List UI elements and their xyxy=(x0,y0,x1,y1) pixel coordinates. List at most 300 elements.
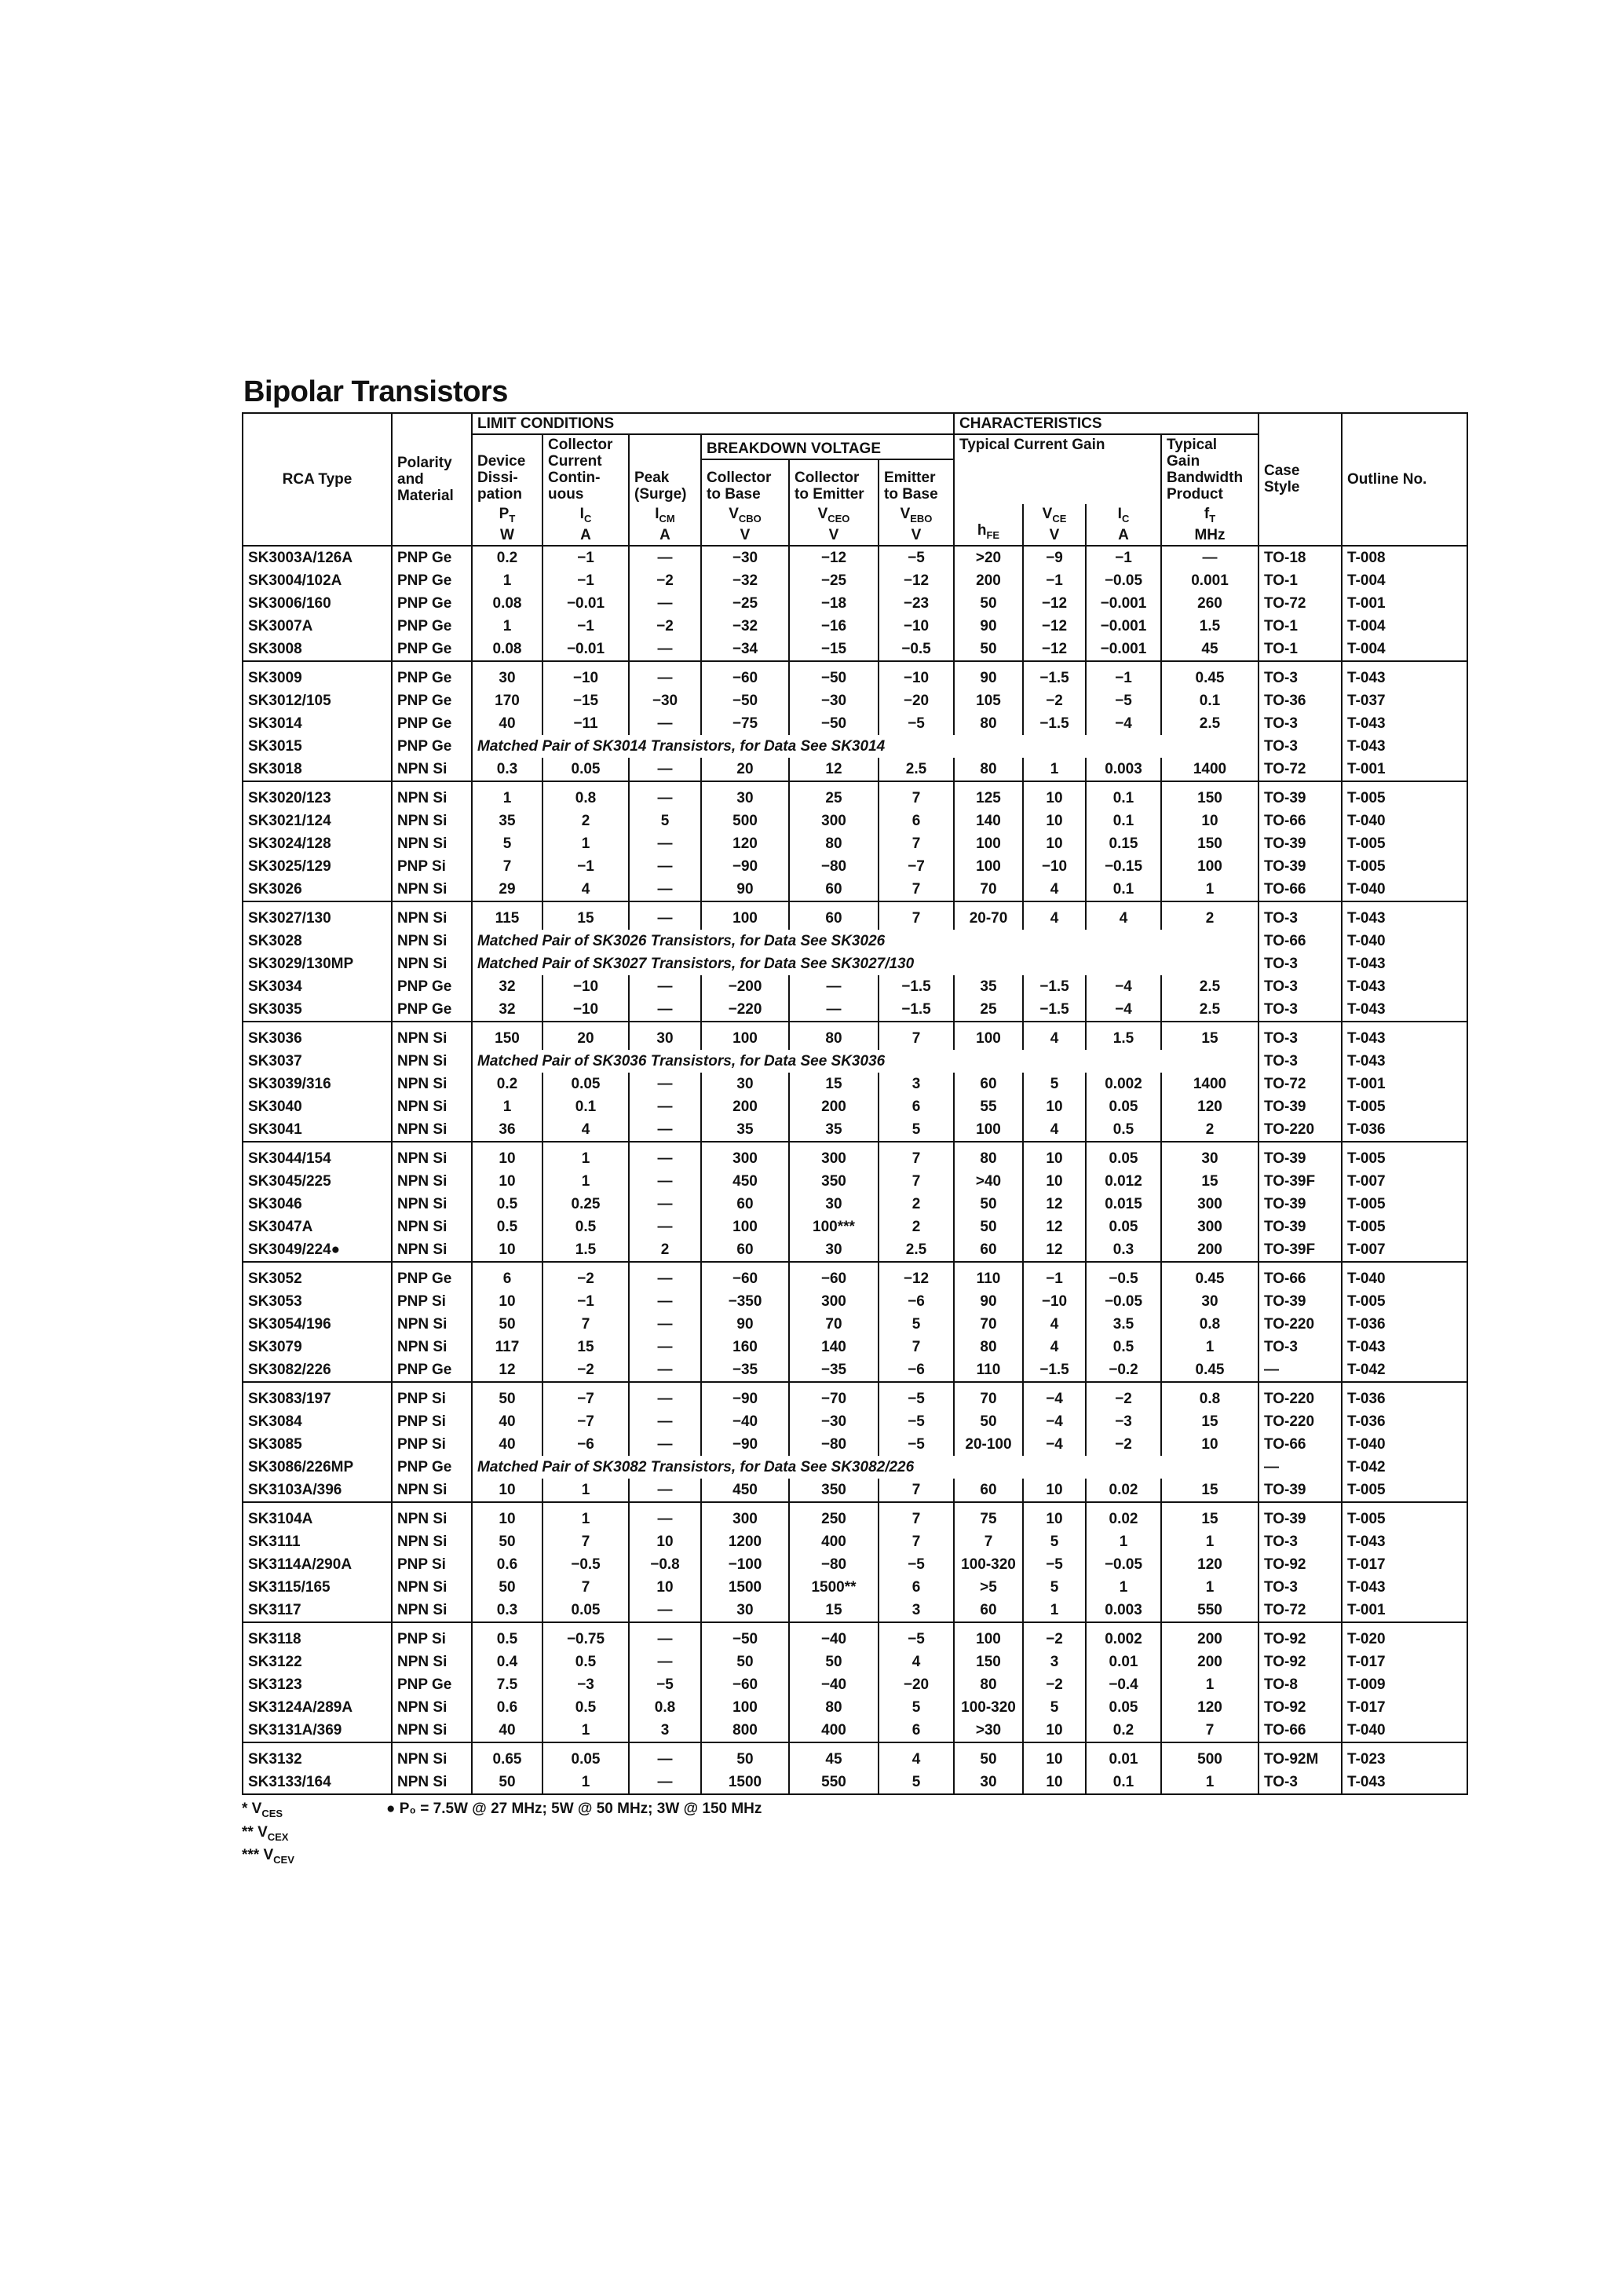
cell-ft: 1 xyxy=(1161,1530,1259,1553)
cell-polarity: NPN Si xyxy=(392,758,472,781)
cell-vebo: −7 xyxy=(879,855,954,878)
cell-vce: 10 xyxy=(1023,1170,1086,1193)
cell-vebo: 5 xyxy=(879,1771,954,1794)
table-row xyxy=(243,661,1467,689)
cell-icm: — xyxy=(629,1742,701,1771)
transistor-table xyxy=(242,412,1468,1795)
cell-ic: −7 xyxy=(542,1382,629,1410)
col-emitter-to-base: Emitter to Base xyxy=(879,459,954,504)
cell-ic: 0.1 xyxy=(542,1095,629,1118)
cell-ic: 1 xyxy=(542,1502,629,1530)
cell-hfe: 140 xyxy=(954,810,1023,832)
cell-vceo: 300 xyxy=(789,810,879,832)
cell-ft: 0.1 xyxy=(1161,689,1259,712)
col-outline: Outline No. xyxy=(1342,413,1467,546)
cell-vce: −4 xyxy=(1023,1433,1086,1456)
cell-ft: 120 xyxy=(1161,1095,1259,1118)
cell-icc: 1 xyxy=(1086,1576,1161,1599)
cell-ic: −1 xyxy=(542,1290,629,1313)
cell-outline: T-043 xyxy=(1342,1336,1467,1358)
cell-rca-type: SK3131A/369 xyxy=(243,1719,392,1742)
cell-ft: 1 xyxy=(1161,1771,1259,1794)
cell-hfe: 90 xyxy=(954,661,1023,689)
cell-case: TO-92M xyxy=(1259,1742,1342,1771)
cell-polarity: PNP Si xyxy=(392,1290,472,1313)
cell-vce: 1 xyxy=(1023,758,1086,781)
cell-icc: −0.001 xyxy=(1086,638,1161,661)
col-case-style: Case Style xyxy=(1259,413,1342,546)
cell-outline: T-040 xyxy=(1342,1719,1467,1742)
cell-vebo: −12 xyxy=(879,569,954,592)
cell-vebo: −5 xyxy=(879,1553,954,1576)
cell-vcbo: −60 xyxy=(701,1673,789,1696)
cell-polarity: NPN Si xyxy=(392,1479,472,1502)
cell-rca-type: SK3082/226 xyxy=(243,1358,392,1382)
cell-rca-type: SK3053 xyxy=(243,1290,392,1313)
cell-case: TO-39 xyxy=(1259,855,1342,878)
cell-ft: 10 xyxy=(1161,810,1259,832)
cell-vebo: −1.5 xyxy=(879,998,954,1022)
cell-vceo: 550 xyxy=(789,1771,879,1794)
table-row xyxy=(243,1382,1467,1410)
cell-icm: — xyxy=(629,1336,701,1358)
cell-case: TO-39F xyxy=(1259,1170,1342,1193)
cell-vce: −12 xyxy=(1023,615,1086,638)
cell-ic: 1 xyxy=(542,832,629,855)
cell-pt: 40 xyxy=(472,712,542,735)
cell-vebo: 5 xyxy=(879,1313,954,1336)
cell-ic: 2 xyxy=(542,810,629,832)
cell-case: TO-66 xyxy=(1259,1719,1342,1742)
col-collector-to-emitter: Collector to Emitter xyxy=(789,459,879,504)
cell-rca-type: SK3115/165 xyxy=(243,1576,392,1599)
cell-icc: 0.003 xyxy=(1086,1599,1161,1622)
cell-vce: 10 xyxy=(1023,1771,1086,1794)
cell-vceo: 350 xyxy=(789,1479,879,1502)
cell-pt: 0.3 xyxy=(472,758,542,781)
cell-icm: — xyxy=(629,998,701,1022)
cell-vcbo: 50 xyxy=(701,1651,789,1673)
cell-rca-type: SK3047A xyxy=(243,1216,392,1238)
cell-vebo: 3 xyxy=(879,1599,954,1622)
cell-icc: −0.2 xyxy=(1086,1358,1161,1382)
cell-vce: −9 xyxy=(1023,546,1086,569)
cell-ic: −10 xyxy=(542,998,629,1022)
cell-vebo: 7 xyxy=(879,1170,954,1193)
cell-vebo: 7 xyxy=(879,1336,954,1358)
cell-polarity: NPN Si xyxy=(392,1530,472,1553)
cell-vce: −10 xyxy=(1023,1290,1086,1313)
cell-icm: — xyxy=(629,1073,701,1095)
cell-polarity: NPN Si xyxy=(392,1073,472,1095)
cell-outline: T-005 xyxy=(1342,781,1467,810)
cell-icc: 0.1 xyxy=(1086,810,1161,832)
cell-vcbo: 60 xyxy=(701,1193,789,1216)
cell-icm: 2 xyxy=(629,1238,701,1262)
cell-hfe: >5 xyxy=(954,1576,1023,1599)
cell-ic: 1.5 xyxy=(542,1238,629,1262)
cell-rca-type: SK3052 xyxy=(243,1262,392,1290)
cell-vce: −1.5 xyxy=(1023,661,1086,689)
cell-outline: T-043 xyxy=(1342,1530,1467,1553)
cell-hfe: >40 xyxy=(954,1170,1023,1193)
cell-vcbo: −34 xyxy=(701,638,789,661)
cell-icm: −30 xyxy=(629,689,701,712)
cell-icc: 0.15 xyxy=(1086,832,1161,855)
cell-vce: 12 xyxy=(1023,1193,1086,1216)
cell-vebo: −20 xyxy=(879,689,954,712)
cell-ft: 45 xyxy=(1161,638,1259,661)
cell-hfe: 20-70 xyxy=(954,901,1023,930)
cell-pt: 10 xyxy=(472,1238,542,1262)
cell-vebo: 6 xyxy=(879,810,954,832)
cell-vce: 5 xyxy=(1023,1073,1086,1095)
cell-ic: 0.05 xyxy=(542,1742,629,1771)
cell-ic: 15 xyxy=(542,1336,629,1358)
cell-vceo: 15 xyxy=(789,1599,879,1622)
col-peak-surge: Peak (Surge) xyxy=(629,434,701,504)
cell-rca-type: SK3124A/289A xyxy=(243,1696,392,1719)
cell-ft: 550 xyxy=(1161,1599,1259,1622)
cell-vceo: 30 xyxy=(789,1238,879,1262)
cell-vceo: −60 xyxy=(789,1262,879,1290)
cell-vce: 10 xyxy=(1023,1095,1086,1118)
cell-rca-type: SK3025/129 xyxy=(243,855,392,878)
cell-polarity: NPN Si xyxy=(392,952,472,975)
cell-ic: 7 xyxy=(542,1576,629,1599)
cell-vceo: 400 xyxy=(789,1719,879,1742)
cell-hfe: 100 xyxy=(954,1022,1023,1050)
cell-vceo: 50 xyxy=(789,1651,879,1673)
cell-vebo: 5 xyxy=(879,1118,954,1142)
cell-ft: 7 xyxy=(1161,1719,1259,1742)
cell-ft: 2.5 xyxy=(1161,998,1259,1022)
cell-icm: — xyxy=(629,1193,701,1216)
footnotes xyxy=(242,1800,1467,1870)
cell-vceo: 60 xyxy=(789,878,879,901)
cell-icm: 10 xyxy=(629,1530,701,1553)
table-row xyxy=(243,1433,1467,1456)
cell-icm: 0.8 xyxy=(629,1696,701,1719)
cell-icc: −0.05 xyxy=(1086,1553,1161,1576)
cell-polarity: PNP Ge xyxy=(392,1456,472,1479)
table-row xyxy=(243,1771,1467,1794)
cell-outline: T-005 xyxy=(1342,832,1467,855)
footnote-vces: * $V_{CES}$ xyxy=(242,1800,283,1819)
cell-icc: 4 xyxy=(1086,901,1161,930)
cell-pt: 150 xyxy=(472,1022,542,1050)
cell-polarity: NPN Si xyxy=(392,1238,472,1262)
table-row xyxy=(243,1599,1467,1622)
cell-vce: −1.5 xyxy=(1023,998,1086,1022)
cell-pt: 50 xyxy=(472,1771,542,1794)
footnote-vcex: ** $V_{CEX}$ xyxy=(242,1823,289,1843)
cell-case: TO-39F xyxy=(1259,1238,1342,1262)
cell-pt: 10 xyxy=(472,1170,542,1193)
cell-icm: — xyxy=(629,1433,701,1456)
cell-pt: 10 xyxy=(472,1479,542,1502)
cell-ic: −0.01 xyxy=(542,592,629,615)
cell-polarity: NPN Si xyxy=(392,1118,472,1142)
cell-rca-type: SK3132 xyxy=(243,1742,392,1771)
cell-vebo: 4 xyxy=(879,1651,954,1673)
table-row xyxy=(243,1050,1467,1073)
cell-case: TO-66 xyxy=(1259,878,1342,901)
cell-polarity: NPN Si xyxy=(392,930,472,952)
cell-pt: 0.5 xyxy=(472,1193,542,1216)
cell-rca-type: SK3014 xyxy=(243,712,392,735)
cell-ic: −0.75 xyxy=(542,1622,629,1651)
cell-outline: T-043 xyxy=(1342,1050,1467,1073)
cell-polarity: PNP Ge xyxy=(392,1673,472,1696)
cell-pt: 1 xyxy=(472,781,542,810)
cell-icm: — xyxy=(629,1170,701,1193)
cell-icm: — xyxy=(629,1502,701,1530)
cell-hfe: 90 xyxy=(954,615,1023,638)
table-row xyxy=(243,998,1467,1022)
cell-pt: 0.3 xyxy=(472,1599,542,1622)
cell-ft: 1 xyxy=(1161,878,1259,901)
cell-ft: 2 xyxy=(1161,901,1259,930)
cell-vebo: 7 xyxy=(879,901,954,930)
cell-case: TO-220 xyxy=(1259,1382,1342,1410)
cell-outline: T-040 xyxy=(1342,810,1467,832)
cell-case: TO-92 xyxy=(1259,1553,1342,1576)
cell-case: TO-220 xyxy=(1259,1118,1342,1142)
cell-vceo: −50 xyxy=(789,712,879,735)
cell-vcbo: 60 xyxy=(701,1238,789,1262)
cell-vebo: 7 xyxy=(879,878,954,901)
cell-vcbo: 1200 xyxy=(701,1530,789,1553)
sym-pt: $P_T$ W xyxy=(472,504,542,546)
cell-ic: −6 xyxy=(542,1433,629,1456)
cell-rca-type: SK3008 xyxy=(243,638,392,661)
cell-polarity: NPN Si xyxy=(392,1170,472,1193)
cell-ic: −1 xyxy=(542,569,629,592)
cell-case: TO-92 xyxy=(1259,1696,1342,1719)
cell-vebo: 7 xyxy=(879,1142,954,1170)
cell-hfe: 60 xyxy=(954,1238,1023,1262)
table-row xyxy=(243,735,1467,758)
cell-pt: 7 xyxy=(472,855,542,878)
cell-rca-type: SK3037 xyxy=(243,1050,392,1073)
cell-case: TO-66 xyxy=(1259,1433,1342,1456)
cell-icm: — xyxy=(629,1290,701,1313)
table-row xyxy=(243,781,1467,810)
cell-ic: −2 xyxy=(542,1358,629,1382)
cell-polarity: PNP Si xyxy=(392,855,472,878)
cell-vcbo: 120 xyxy=(701,832,789,855)
cell-ft: 0.45 xyxy=(1161,1358,1259,1382)
cell-vceo: −40 xyxy=(789,1673,879,1696)
cell-icc: 1.5 xyxy=(1086,1022,1161,1050)
cell-icm: — xyxy=(629,1382,701,1410)
sym-vce: $V_{CE}$ V xyxy=(1023,504,1086,546)
cell-icm: — xyxy=(629,1771,701,1794)
table-row xyxy=(243,1502,1467,1530)
cell-case: TO-3 xyxy=(1259,975,1342,998)
cell-outline: T-040 xyxy=(1342,878,1467,901)
cell-case: TO-18 xyxy=(1259,546,1342,569)
cell-vceo: 200 xyxy=(789,1095,879,1118)
cell-ic: −3 xyxy=(542,1673,629,1696)
table-row xyxy=(243,1479,1467,1502)
cell-polarity: PNP Ge xyxy=(392,998,472,1022)
cell-vceo: −16 xyxy=(789,615,879,638)
cell-polarity: NPN Si xyxy=(392,1576,472,1599)
sym-icc: $I_C$ A xyxy=(1086,504,1161,546)
cell-hfe: 80 xyxy=(954,712,1023,735)
cell-ft: 260 xyxy=(1161,592,1259,615)
cell-ic: 1 xyxy=(542,1170,629,1193)
cell-outline: T-009 xyxy=(1342,1673,1467,1696)
cell-ft: 100 xyxy=(1161,855,1259,878)
cell-hfe: 70 xyxy=(954,1313,1023,1336)
cell-vebo: 6 xyxy=(879,1576,954,1599)
cell-vce: 4 xyxy=(1023,901,1086,930)
cell-hfe: 200 xyxy=(954,569,1023,592)
cell-hfe: 60 xyxy=(954,1599,1023,1622)
col-polarity: Polarity and Material xyxy=(392,413,472,546)
cell-icc: −4 xyxy=(1086,975,1161,998)
cell-rca-type: SK3040 xyxy=(243,1095,392,1118)
cell-icm: — xyxy=(629,592,701,615)
cell-case: TO-3 xyxy=(1259,1576,1342,1599)
cell-rca-type: SK3029/130MP xyxy=(243,952,392,975)
cell-outline: T-043 xyxy=(1342,1022,1467,1050)
table-row xyxy=(243,1622,1467,1651)
cell-vebo: 2.5 xyxy=(879,1238,954,1262)
cell-rca-type: SK3003A/126A xyxy=(243,546,392,569)
cell-icc: −4 xyxy=(1086,998,1161,1022)
cell-hfe: 75 xyxy=(954,1502,1023,1530)
cell-vcbo: −60 xyxy=(701,661,789,689)
cell-rca-type: SK3054/196 xyxy=(243,1313,392,1336)
cell-vceo: 100*** xyxy=(789,1216,879,1238)
cell-outline: T-004 xyxy=(1342,615,1467,638)
col-rca-type: RCA Type xyxy=(243,413,392,546)
cell-outline: T-017 xyxy=(1342,1553,1467,1576)
cell-case: TO-3 xyxy=(1259,1336,1342,1358)
cell-case: TO-39 xyxy=(1259,1193,1342,1216)
cell-icc: 0.002 xyxy=(1086,1073,1161,1095)
cell-icc: 3.5 xyxy=(1086,1313,1161,1336)
cell-vebo: −5 xyxy=(879,1433,954,1456)
cell-pt: 0.2 xyxy=(472,1073,542,1095)
cell-rca-type: SK3026 xyxy=(243,878,392,901)
cell-case: TO-66 xyxy=(1259,930,1342,952)
cell-icm: −5 xyxy=(629,1673,701,1696)
cell-vce: 1 xyxy=(1023,1599,1086,1622)
cell-case: TO-39 xyxy=(1259,832,1342,855)
cell-icc: −0.05 xyxy=(1086,569,1161,592)
cell-case: TO-220 xyxy=(1259,1313,1342,1336)
cell-case: TO-92 xyxy=(1259,1622,1342,1651)
cell-polarity: NPN Si xyxy=(392,901,472,930)
cell-vceo: 400 xyxy=(789,1530,879,1553)
table-row xyxy=(243,810,1467,832)
cell-icc: 0.015 xyxy=(1086,1193,1161,1216)
cell-ft: 300 xyxy=(1161,1193,1259,1216)
cell-vebo: 6 xyxy=(879,1095,954,1118)
cell-case: TO-72 xyxy=(1259,592,1342,615)
cell-vebo: 7 xyxy=(879,832,954,855)
cell-pt: 1 xyxy=(472,615,542,638)
cell-icm: — xyxy=(629,661,701,689)
cell-ft: 1 xyxy=(1161,1673,1259,1696)
cell-rca-type: SK3103A/396 xyxy=(243,1479,392,1502)
cell-vceo: 60 xyxy=(789,901,879,930)
matched-pair-note: Matched Pair of SK3014 Transistors, for Data See SK3014 xyxy=(472,735,1259,758)
cell-icm: — xyxy=(629,1262,701,1290)
cell-ft: 1 xyxy=(1161,1576,1259,1599)
cell-polarity: PNP Si xyxy=(392,1382,472,1410)
cell-vcbo: 160 xyxy=(701,1336,789,1358)
cell-vceo: — xyxy=(789,998,879,1022)
cell-vcbo: 20 xyxy=(701,758,789,781)
cell-icm: −2 xyxy=(629,569,701,592)
sym-ic: $I_C$ A xyxy=(542,504,629,546)
cell-vce: 10 xyxy=(1023,1719,1086,1742)
cell-vebo: 2 xyxy=(879,1193,954,1216)
table-row xyxy=(243,855,1467,878)
cell-ft: 15 xyxy=(1161,1479,1259,1502)
cell-vce: −12 xyxy=(1023,592,1086,615)
cell-outline: T-043 xyxy=(1342,735,1467,758)
cell-vce: 10 xyxy=(1023,810,1086,832)
cell-outline: T-007 xyxy=(1342,1170,1467,1193)
cell-polarity: NPN Si xyxy=(392,1193,472,1216)
cell-ic: −0.01 xyxy=(542,638,629,661)
cell-icc: 0.05 xyxy=(1086,1095,1161,1118)
cell-case: TO-72 xyxy=(1259,1599,1342,1622)
cell-ic: −1 xyxy=(542,546,629,569)
cell-polarity: NPN Si xyxy=(392,810,472,832)
cell-polarity: PNP Ge xyxy=(392,592,472,615)
cell-vce: 12 xyxy=(1023,1216,1086,1238)
cell-vcbo: −90 xyxy=(701,855,789,878)
cell-pt: 0.5 xyxy=(472,1622,542,1651)
table-row xyxy=(243,1576,1467,1599)
matched-pair-note: Matched Pair of SK3027 Transistors, for Data See SK3027/130 xyxy=(472,952,1259,975)
cell-vceo: 35 xyxy=(789,1118,879,1142)
cell-case: TO-39 xyxy=(1259,1142,1342,1170)
cell-icm: — xyxy=(629,1622,701,1651)
cell-outline: T-001 xyxy=(1342,1073,1467,1095)
cell-polarity: PNP Ge xyxy=(392,615,472,638)
cell-icc: 0.2 xyxy=(1086,1719,1161,1742)
table-row xyxy=(243,689,1467,712)
cell-vce: −2 xyxy=(1023,689,1086,712)
cell-vceo: 30 xyxy=(789,1193,879,1216)
cell-polarity: PNP Si xyxy=(392,1622,472,1651)
cell-vcbo: −30 xyxy=(701,546,789,569)
cell-pt: 6 xyxy=(472,1262,542,1290)
sym-ft: $f_T$ MHz xyxy=(1161,504,1259,546)
cell-icc: −0.5 xyxy=(1086,1262,1161,1290)
cell-vebo: −5 xyxy=(879,1622,954,1651)
cell-ft: 15 xyxy=(1161,1022,1259,1050)
cell-vce: −5 xyxy=(1023,1553,1086,1576)
cell-vceo: −30 xyxy=(789,689,879,712)
cell-icc: −5 xyxy=(1086,689,1161,712)
cell-vceo: 250 xyxy=(789,1502,879,1530)
cell-ic: −10 xyxy=(542,661,629,689)
cell-hfe: 100 xyxy=(954,1622,1023,1651)
cell-hfe: 125 xyxy=(954,781,1023,810)
cell-icm: — xyxy=(629,1313,701,1336)
cell-icm: — xyxy=(629,855,701,878)
